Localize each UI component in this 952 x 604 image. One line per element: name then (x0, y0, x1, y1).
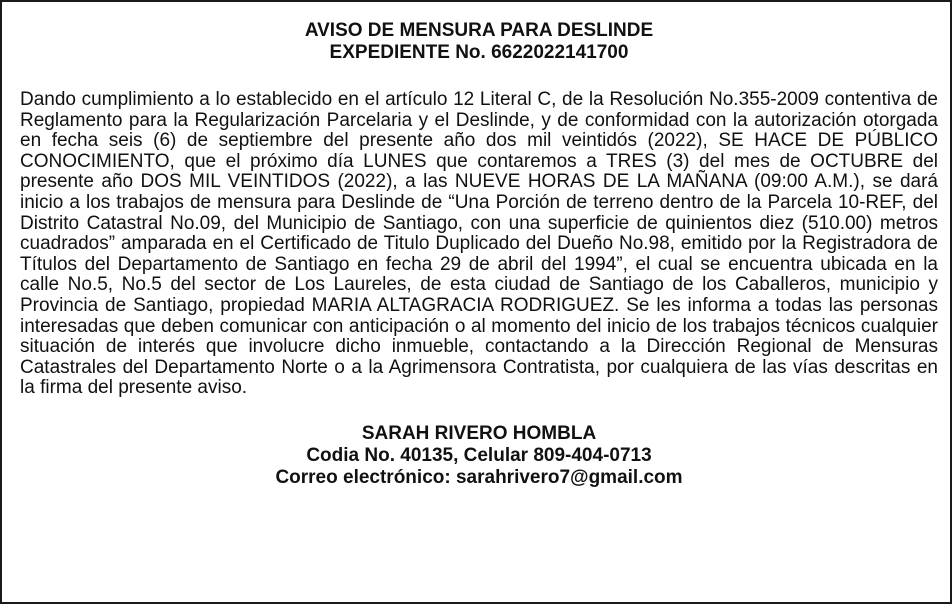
signer-name: SARAH RIVERO HOMBLA (361, 422, 597, 444)
signer-email: Correo electrónico: sarahrivero7@gmail.com (275, 466, 683, 488)
signer-codia-phone: Codia No. 40135, Celular 809-404-0713 (306, 444, 652, 466)
file-number: EXPEDIENTE No. 6622022141700 (329, 42, 629, 63)
notice-heading (20, 20, 938, 64)
notice-title: AVISO DE MENSURA PARA DESLINDE (304, 20, 654, 41)
signature-block (20, 423, 938, 489)
notice-body: Dando cumplimiento a lo establecido en el artículo 12 Literal C, de la Resolución No.355-2009 contentiva de Reglamento para la Regularización Parcelaria y el Deslinde, y de conformidad con la autorización otorgada en fecha seis (6) de septiembre del presente año dos mil veintidós (2022), SE HACE DE PÚBLICO CONOCIMIENTO, que el próximo día LUNES que contaremos a TRES (3) del mes de OCTUBRE del presente año DOS MIL VEINTIDOS (2022), a las NUEVE HORAS DE LA MAÑANA (09:00 A.M.), se dará inicio a los trabajos de mensura para Deslinde de “Una Porción de terreno dentro de la Parcela 10-REF, del Distrito Catastral No.09, del Municipio de Santiago, con una superficie de quinientos diez (510.00) metros cuadrados” amparada en el Certificado de Titulo Duplicado del Dueño No.98, emitido por la Registradora de Títulos del Departamento de Santiago en fecha 29 de abril del 1994”, el cual se encuentra ubicada en la calle No.5, No.5 del sector de Los Laureles, de esta ciudad de Santiago de los Caballeros, municipio y Provincia de Santiago, propiedad MARIA ALTAGRACIA RODRIGUEZ. Se les informa a todas las personas interesadas que deben comunicar con anticipación o al momento del inicio de los trabajos técnicos cualquier situación de interés que involucre dicho inmueble, contactando a la Dirección Regional de Mensuras Catastrales del Departamento Norte o a la Agrimensora Contratista, por cualquiera de las vías descritas en la firma del presente aviso. (20, 89, 938, 399)
